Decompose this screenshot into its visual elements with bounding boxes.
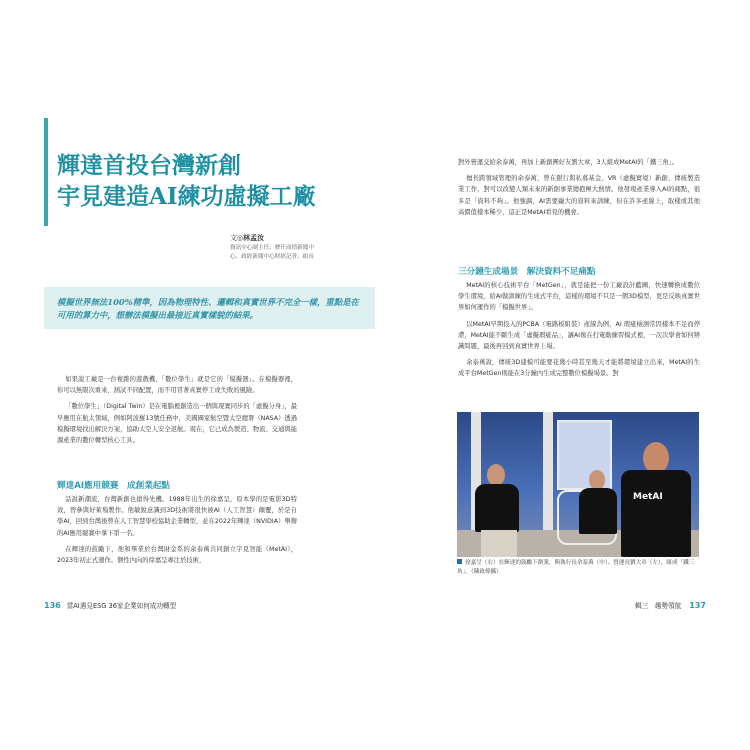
chapter-label: 輯三 趨勢領航 bbox=[635, 602, 682, 610]
person-head bbox=[589, 470, 605, 490]
body-paragraph: 以MetAI早期投入的PCBA（電路板組裝）產線為例，AI 瑕疵檢測常因樣本不足而停滯，MetAI能不斷生成「虛擬瑕疵品」，讓AI像在打電動練習模式裡，一次次學會如何辨識問題，最後再回到真實世界上場。 bbox=[458, 320, 700, 351]
intro-paragraph: 「數位學生」（Digital Twin）是在電腦裡創造出一個與現實同步的「虛擬分身」，最早應用在航太領域，例如阿波羅13號任務中，美國國家航空暨太空總署（NASA）透過模擬環境找出解決方案，協助太空人安全返航。現在，它已成為製造、物流、交通與能源產業的數位轉型核心工具。 bbox=[57, 403, 297, 445]
metai-logo: MetAI bbox=[633, 492, 663, 502]
page-number-right: 137 bbox=[689, 601, 706, 610]
title-line-1: 輝達首投台灣新創 bbox=[57, 152, 241, 179]
title-line-2: 宇見建造AI練功虛擬工廠 bbox=[57, 183, 316, 210]
byline bbox=[230, 233, 264, 243]
intro-text bbox=[57, 374, 297, 451]
pull-quote: 模擬世界無法100%精準，因為物理特性、邏輯和真實世界不完全一樣，重點是在可用的算力中，想辦法模擬出最接近真實樣貌的結果。 bbox=[57, 297, 359, 320]
body-paragraph: 話說新潮流，台灣新創也搶得先機。1988年出生的徐嘉呈，原本學的是電影3D特效，曾參與好萊塢製作。他敏銳意識到3D技術將很快被AI（人工智慧）顛覆，於是自學AI，回到台灣後曾在人工智慧學校協助企業轉型，並在2022年輝達（NVIDIA）舉辦的AI應用競賽中拿下第一名。 bbox=[57, 496, 297, 537]
person-head bbox=[487, 464, 505, 486]
person-shirt bbox=[475, 484, 519, 532]
byline-prefix: 文◎ bbox=[230, 234, 244, 242]
caption-text: 徐嘉呈（右）在輝達的鼓勵下創業，與執行長余泰萬（中）、營運長劉大章（左），組成「鐵三角」。（陳政偉攝） bbox=[457, 560, 695, 575]
person-shirt bbox=[621, 470, 691, 557]
team-photo bbox=[457, 412, 699, 557]
body-paragraph: MetAI的核心技術平台「MetGen」，就是能把一份工廠設計藍圖，快速轉換成數位學生環境，給AI做訓練的生成式平台，這樣的環境不只是一個3D模型，更是反映真實世界如何運作的「模擬世界」。 bbox=[458, 282, 700, 312]
right-text-top bbox=[458, 157, 700, 223]
book-title: 當AI遇見ESG 36家企業如何成功轉型 bbox=[66, 602, 177, 610]
page-number-left: 136 bbox=[44, 601, 61, 610]
person-shirt bbox=[579, 488, 617, 534]
body-paragraph: 余泰萬說，傳統3D建模可能要花幾小時甚至幾天才能將環境建立出來，MetAI的生成平台MetGen則能在3分鐘內生成完整數位模擬場景。對 bbox=[458, 359, 700, 378]
section-text-left bbox=[57, 494, 297, 571]
body-paragraph: 在輝達的鼓勵下，他和畢業於台灣財金系的余泰萬共同創立宇見智能（MetAI），2023年初正式運作。個性內向的徐嘉呈專注於技術， bbox=[57, 545, 297, 565]
caption-marker-icon bbox=[457, 559, 462, 564]
right-footer bbox=[635, 600, 706, 610]
body-paragraph: 對外營運交給余泰萬，再加上新創團好友劉大章，3人組成MetAI的「鐵三角」。 bbox=[458, 159, 679, 166]
right-text-bottom bbox=[458, 280, 700, 385]
author-bio: 資訊中心副主任，歷任商情新聞中心、政經新聞中心財經記者、組長 bbox=[230, 245, 314, 260]
pull-quote-box bbox=[44, 287, 375, 329]
body-paragraph: 擅長跨領域管理的余泰萬，曾在銀行與私募基金、VR（虛擬實境）新創、傳統製造業工作，對可以改變人類未來的新創事業總抱極大熱情。他發現產業導入AI的痛點，很多是「資料不夠」。他強調，AI需要龐大的資料來訓練，但在許多產線上，取樣或其他高價值樣本稀少，這正是MetAI看見的機會。 bbox=[458, 175, 700, 216]
section-heading-right: 三分鐘生成場景 解決資料不足痛點 bbox=[458, 267, 596, 277]
author-name: 林孟汝 bbox=[243, 234, 265, 242]
article-title bbox=[57, 150, 316, 212]
photo-caption bbox=[457, 559, 699, 576]
intro-paragraph: 如果說工廠是一台複雜的遊戲機，「數位學生」就是它的「模擬器」。在模擬器裡，你可以無限次重來、測試不同配置，而不用冒著真實停工或失敗的風險。 bbox=[57, 376, 297, 395]
title-accent-bar bbox=[44, 118, 48, 226]
section-heading-left: 輝達AI應用競賽 成創業起點 bbox=[57, 481, 170, 491]
left-footer bbox=[44, 600, 176, 610]
